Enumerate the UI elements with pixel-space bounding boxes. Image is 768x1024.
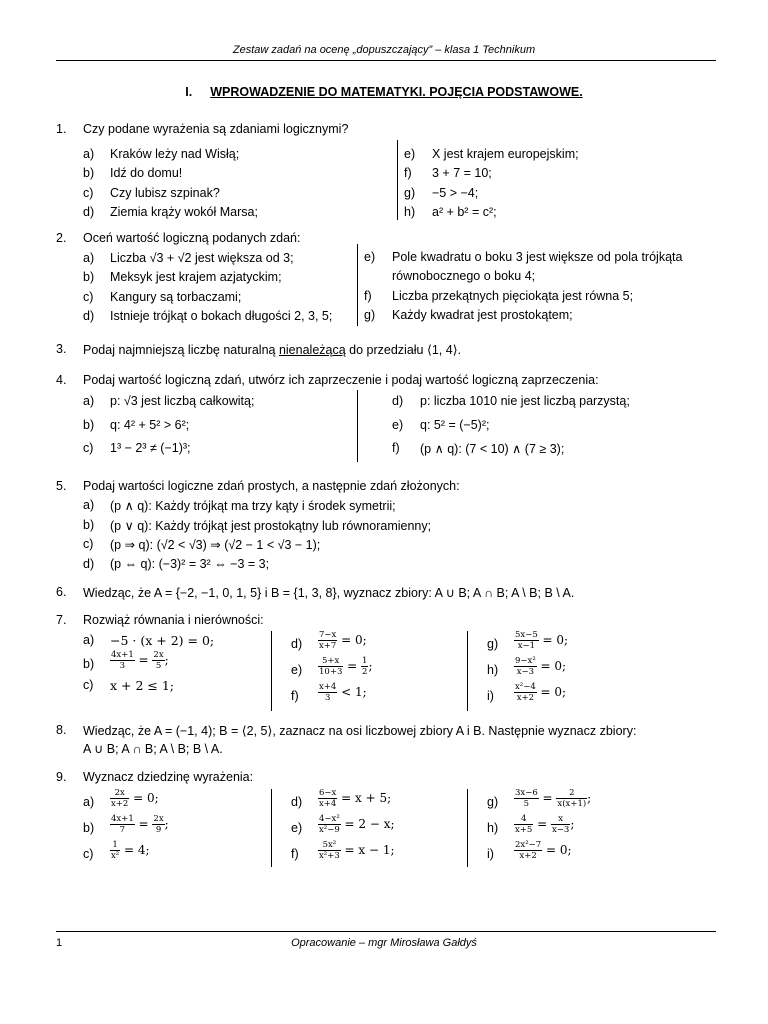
- option-label: d): [83, 308, 95, 323]
- task-number: 9.: [56, 770, 67, 784]
- task-number: 2.: [56, 231, 67, 245]
- option: [110, 650, 169, 671]
- denominator: 3: [324, 693, 331, 703]
- task-text: A ∪ B; A ∩ B; A \ B; B \ A.: [83, 742, 223, 756]
- task-text: Wiedząc, że A = (−1, 4); B = ⟨2, 5⟩, zaznacz na osi liczbowej zbiory A i B. Następnie wyznacz zbiory:: [83, 724, 637, 738]
- option: (p ∧ q): Każdy trójkąt ma trzy kąty i środek symetrii;: [110, 499, 396, 513]
- option: [514, 630, 568, 651]
- option-label: a): [83, 251, 95, 265]
- option: [318, 682, 367, 703]
- task-number: 4.: [56, 373, 67, 387]
- option-label: g): [487, 795, 499, 809]
- task-text: Czy podane wyrażenia są zdaniami logicznymi?: [83, 122, 349, 136]
- option-label: b): [83, 517, 95, 532]
- operator: < 1;: [337, 685, 367, 699]
- denominator: x−1: [517, 641, 536, 651]
- denominator: x−3: [516, 667, 535, 677]
- operator: = 0;: [538, 633, 569, 647]
- fraction: [318, 840, 341, 861]
- option-label: h): [487, 663, 499, 677]
- denominator: x²: [111, 851, 120, 861]
- option: [318, 814, 395, 835]
- footer-rule: [56, 931, 716, 932]
- numerator: 5x²: [318, 840, 341, 851]
- operator: =: [538, 791, 557, 805]
- option-label: d): [392, 394, 404, 408]
- option: p: √3 jest liczbą całkowitą;: [110, 394, 255, 408]
- option-label: i): [487, 689, 494, 703]
- option: [318, 788, 391, 809]
- option-label: f): [291, 689, 299, 703]
- fraction: [110, 788, 129, 809]
- section-title: I. WPROWADZENIE DO MATEMATYKI. POJĘCIA PODSTAWOWE.: [185, 85, 583, 99]
- numerator: 4−x²: [319, 814, 340, 824]
- option-label: g): [364, 307, 376, 322]
- numerator: 4x+1: [111, 814, 134, 824]
- numerator: 5x−5: [515, 630, 538, 640]
- operator: = 0;: [536, 659, 567, 673]
- numerator: 4x+1: [111, 650, 134, 660]
- option-label: a): [83, 147, 95, 161]
- fraction: [551, 814, 570, 835]
- option: −5 > −4;: [432, 185, 479, 200]
- option: p: liczba 1010 nie jest liczbą parzystą;: [420, 394, 630, 408]
- operator: = x − 1;: [340, 843, 395, 857]
- option-label: b): [83, 270, 95, 285]
- punct: ;: [164, 817, 169, 831]
- option: q: 5² = (−5)²;: [420, 417, 490, 432]
- numerator: x: [551, 814, 570, 825]
- option-label: i): [487, 847, 494, 861]
- operator: =: [134, 653, 153, 667]
- option: Istnieje trójkąt o bokach długości 2, 3, 5;: [110, 308, 333, 323]
- option-label: d): [83, 556, 95, 571]
- task-text: Podaj wartości logiczne zdań prostych, a następnie zdań złożonych:: [83, 479, 460, 493]
- option-label: h): [487, 821, 499, 835]
- option-label: d): [291, 795, 303, 809]
- option-label: c): [83, 441, 94, 455]
- denominator: x(x+1): [557, 799, 587, 809]
- column-divider: [271, 789, 272, 867]
- option: [514, 788, 591, 809]
- task-number: 7.: [56, 613, 67, 627]
- fraction: [110, 650, 135, 671]
- option-label: e): [291, 663, 303, 677]
- option-label: c): [83, 185, 94, 200]
- operator: =: [533, 817, 552, 831]
- operator: = 0;: [536, 685, 567, 699]
- option: równobocznego o boku 4;: [392, 269, 536, 284]
- numerator: 2x²−7: [515, 840, 542, 850]
- fraction: [318, 656, 343, 677]
- operator: = 0;: [337, 633, 367, 647]
- fraction: [514, 788, 539, 809]
- denominator: x−3: [552, 825, 570, 835]
- option-label: b): [83, 657, 95, 671]
- numerator: 2x: [153, 814, 164, 824]
- option-label: f): [392, 441, 400, 455]
- underlined-word: nienależącą: [278, 343, 346, 357]
- option: [514, 656, 566, 677]
- operator: = x + 5;: [337, 791, 392, 805]
- numerator: 3x−6: [515, 788, 538, 798]
- option-label: g): [487, 637, 499, 651]
- header-rule: [56, 60, 716, 61]
- task-text: Rozwiąż równania i nierówności:: [83, 613, 264, 627]
- option-label: b): [83, 417, 95, 432]
- option-label: f): [364, 288, 372, 303]
- punct: ;: [587, 791, 592, 805]
- fraction: [514, 814, 533, 835]
- option: Pole kwadratu o boku 3 jest większe od pola trójkąta: [392, 250, 683, 264]
- fraction: [152, 650, 164, 671]
- denominator: 7: [119, 825, 126, 835]
- denominator: x+4: [319, 799, 337, 809]
- option-label: c): [83, 847, 94, 861]
- numerator: 1: [362, 656, 368, 666]
- option: q: 4² + 5² > 6²;: [110, 417, 190, 432]
- option-label: f): [404, 166, 412, 181]
- fraction: [514, 630, 539, 651]
- option: [110, 788, 159, 809]
- page-header: Zestaw zadań na ocenę „dopuszczający” – klasa 1 Technikum: [232, 44, 536, 56]
- page-number: 1: [56, 937, 63, 949]
- task-text: [83, 342, 461, 357]
- option: 1³ − 2³ ≠ (−1)³;: [110, 441, 191, 455]
- option-label: d): [291, 637, 303, 651]
- option: a² + b² = c²;: [432, 204, 497, 219]
- fraction: [152, 814, 164, 835]
- denominator: x+5: [515, 825, 533, 835]
- denominator: 5: [523, 799, 530, 809]
- denominator: x²+3: [319, 851, 340, 861]
- option: Idź do domu!: [110, 166, 183, 181]
- operator: = 4;: [120, 843, 150, 857]
- task-number: 3.: [56, 342, 67, 356]
- denominator: x+2: [519, 851, 537, 861]
- denominator: 5: [155, 661, 162, 671]
- numerator: 2x: [110, 788, 129, 799]
- numerator: 7−x: [319, 630, 337, 640]
- numerator: 9−x²: [515, 656, 536, 666]
- fraction: [110, 840, 120, 861]
- punct: ;: [368, 659, 373, 673]
- option-label: e): [291, 821, 303, 835]
- option: [318, 840, 395, 861]
- option-label: b): [83, 821, 95, 835]
- option-label: a): [83, 795, 95, 809]
- denominator: 2: [362, 667, 368, 677]
- option: [514, 682, 566, 703]
- task-text: Wiedząc, że A = {−2, −1, 0, 1, 5} i B = {1, 3, 8}, wyznacz zbiory: A ∪ B; A ∩ B; A \ B; B \ A.: [83, 586, 575, 600]
- option: [318, 630, 367, 651]
- fraction: [514, 682, 537, 703]
- fraction: [318, 682, 337, 703]
- numerator: 5+x: [318, 656, 343, 667]
- operator: = 0;: [129, 791, 159, 805]
- denominator: x²−9: [319, 825, 340, 835]
- option-label: g): [404, 185, 416, 200]
- option-label: e): [404, 147, 416, 161]
- option: x + 2 ≤ 1;: [110, 678, 175, 693]
- option: (p ⇒ q): (√2 < √3) ⇒ (√2 − 1 < √3 − 1);: [110, 538, 321, 552]
- punct: ;: [164, 653, 169, 667]
- numerator: 4: [514, 814, 533, 825]
- text-part: Podaj najmniejszą liczbę naturalną: [83, 343, 279, 357]
- column-divider: [271, 631, 272, 711]
- option-label: d): [83, 204, 95, 219]
- numerator: 2: [556, 788, 587, 799]
- column-divider: [467, 631, 468, 711]
- numerator: 2x: [153, 650, 164, 660]
- option-label: b): [83, 166, 95, 181]
- footer-author: Opracowanie – mgr Mirosława Gałdyś: [291, 937, 477, 949]
- option: Meksyk jest krajem azjatyckim;: [110, 270, 282, 285]
- option: [318, 656, 373, 677]
- option-label: a): [83, 633, 95, 647]
- option: Kraków leży nad Wisłą;: [110, 147, 240, 161]
- option: X jest krajem europejskim;: [432, 147, 579, 161]
- numerator: x²−4: [515, 682, 536, 692]
- operator: =: [134, 817, 153, 831]
- denominator: 10+3: [319, 667, 343, 677]
- operator: = 0;: [542, 843, 572, 857]
- task-number: 1.: [56, 122, 67, 136]
- option: [514, 814, 574, 835]
- option: [110, 840, 150, 861]
- numerator: x+4: [319, 682, 337, 692]
- fraction: [514, 840, 542, 861]
- column-divider: [357, 390, 358, 462]
- option-label: f): [291, 847, 299, 861]
- option-label: c): [83, 537, 94, 551]
- column-divider: [467, 789, 468, 867]
- fraction: [514, 656, 537, 677]
- operator: = 2 − x;: [340, 817, 395, 831]
- task-number: 5.: [56, 479, 67, 493]
- task-number: 6.: [56, 585, 67, 599]
- option-label: c): [83, 678, 94, 692]
- text-part: do przedziału ⟨1, 4⟩.: [345, 343, 462, 357]
- option-label: a): [83, 394, 95, 408]
- punct: ;: [570, 817, 575, 831]
- option: (p ∧ q): (7 < 10) ∧ (7 ≥ 3);: [420, 442, 565, 456]
- option: (p ⇔ q): (−3)² = 3² ⇔ −3 = 3;: [110, 556, 270, 571]
- task-text: Oceń wartość logiczną podanych zdań:: [83, 231, 301, 245]
- denominator: 3: [119, 661, 126, 671]
- option: Czy lubisz szpinak?: [110, 185, 220, 200]
- denominator: x+7: [319, 641, 337, 651]
- option-label: a): [83, 498, 95, 512]
- option: Kangury są torbaczami;: [110, 289, 242, 304]
- numerator: 1: [110, 840, 120, 851]
- numerator: 6−x: [319, 788, 337, 798]
- fraction: [318, 788, 337, 809]
- option-label: e): [364, 250, 376, 264]
- task-text: Wyznacz dziedzinę wyrażenia:: [83, 770, 254, 784]
- option: [110, 814, 169, 835]
- option-label: h): [404, 204, 416, 219]
- denominator: 9: [155, 825, 162, 835]
- option: Ziemia krąży wokół Marsa;: [110, 204, 258, 219]
- option: [514, 840, 572, 861]
- task-text: Podaj wartość logiczną zdań, utwórz ich zaprzeczenie i podaj wartość logiczną zaprzeczenia:: [83, 373, 599, 387]
- column-divider: [357, 244, 358, 326]
- operator: =: [343, 659, 362, 673]
- fraction: [110, 814, 135, 835]
- denominator: x+2: [516, 693, 535, 703]
- column-divider: [397, 140, 398, 220]
- option: (p ∨ q): Każdy trójkąt jest prostokątny lub równoramienny;: [110, 518, 432, 533]
- denominator: x+2: [111, 799, 129, 809]
- fraction: [318, 814, 341, 835]
- option: −5 · (x + 2) = 0;: [110, 633, 215, 648]
- task-number: 8.: [56, 723, 67, 737]
- option: Liczba √3 + √2 jest większa od 3;: [110, 251, 294, 265]
- option-label: e): [392, 417, 404, 432]
- option: 3 + 7 = 10;: [432, 166, 492, 181]
- option: Liczba przekątnych pięciokąta jest równa 5;: [392, 288, 634, 303]
- option: Każdy kwadrat jest prostokątem;: [392, 307, 573, 322]
- fraction: [318, 630, 337, 651]
- fraction: [556, 788, 587, 809]
- option-label: c): [83, 289, 94, 304]
